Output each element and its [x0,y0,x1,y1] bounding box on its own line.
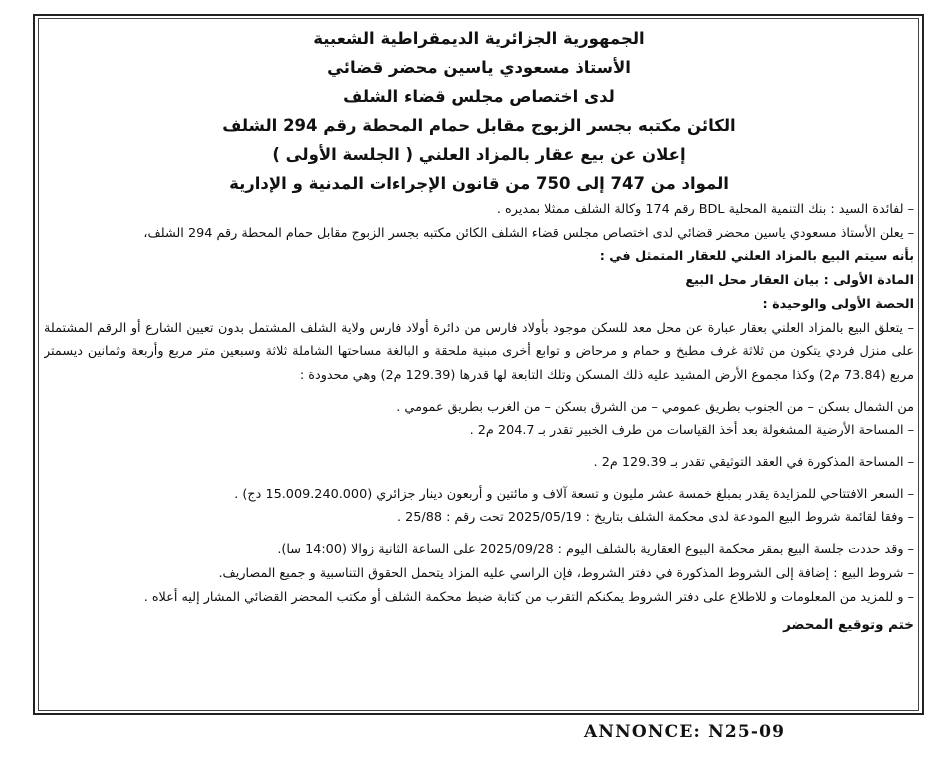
announcement-line: – يعلن الأستاذ مسعودي ياسين محضر قضائي لدى اختصاص مجلس قضاء الشلف الكائن مكتبه بجسر الزبوج مقابل حمام المحطة رقم 294 الشلف، [143,225,914,241]
sale-conditions: – شروط البيع : إضافة إلى الشروط المذكورة في دفتر الشروط، فإن الراسي عليه المزاد يتحمل الحقوق التناسبية و جميع المصاريف. [218,565,914,581]
beneficiary-line: – لفائدة السيد : بنك التنمية المحلية BDL رقم 174 وكالة الشلف ممثلا بمديره . [496,202,914,217]
header-address: الكائن مكتبه بجسر الزبوج مقابل حمام المحطة رقم 294 الشلف [222,116,736,135]
hearing-date: – وقد حددت جلسة البيع بمقر محكمة البيوع العقارية بالشلف اليوم : 2025/09/28 على الساعة الثانية زوالا (14:00 سا). [277,542,914,558]
header-articles: المواد من 747 إلى 750 من قانون الإجراءات المدنية و الإدارية [229,174,729,193]
stamp-signature: ختم وتوقيع المحضر [783,617,914,634]
conditions-list: – وفقا لقائمة شروط البيع المودعة لدى محكمة الشلف بتاريخ : 2025/05/19 تحت رقم : 25/88 . [396,510,914,526]
sale-intro: بأنه سيتم البيع بالمزاد العلني للعقار المتمثل في : [599,249,914,265]
deed-area: – المساحة المذكورة في العقد التوثيقي تقدر بـ 129.39 م2 . [593,455,914,471]
annonce-number: ANNONCE: N25-09 [584,722,786,742]
boundaries: من الشمال بسكن – من الجنوب بطريق عمومي – من الشرق بسكن – من الغرب بطريق عمومي . [396,399,914,415]
header-title: إعلان عن بيع عقار بالمزاد العلني ( الجلسة الأولى ) [272,145,686,164]
more-info: – و للمزيد من المعلومات و للاطلاع على دفتر الشروط يمكنكم التقرب من كتابة ضبط محكمة الشلف أو مكتب المحضر القضائي المشار إليه أعلاه . [143,589,914,605]
lot-title: الحصة الأولى والوحيدة : [762,296,914,312]
announcement-body [44,24,914,708]
starting-price: – السعر الافتتاحي للمزايدة يقدر بمبلغ خمسة عشر مليون و تسعة آلاف و مائتين و أربعون دينار جزائري (15.009.240.000 دج) . [234,486,914,502]
header-jurisdiction: لدى اختصاص مجلس قضاء الشلف [343,87,615,106]
measured-area: – المساحة الأرضية المشغولة بعد أخذ القياسات من طرف الخبير تقدر بـ 204.7 م2 . [469,423,914,439]
property-description: – يتعلق البيع بالمزاد العلني بعقار عبارة عن محل معد للسكن موجود بأولاد فارس من دائرة أولاد فارس ولاية الشلف المشتمل بدون تعيين الشارع أو الرقم المشتملة على منزل فردي يتكون من ثلاثة غرف مطبخ و حمام و مرحاض و توابع أخرى مبنية ملحقة و البالغة مساحتها الشاملة ثلاثة وسبعين متر مربع وأربعة وثمانين ديسمتر مربع (73.84 م2) وكذا مجموع الأرض المشيد عليه ذلك المسكن وتلك التابعة لها قدرها (129.39 م2) وهي محدودة : [44,320,914,383]
header-republic: الجمهورية الجزائرية الديمقراطية الشعبية [313,29,645,48]
header-bailiff: الأستاذ مسعودي ياسين محضر قضائي [327,58,631,77]
article-one: المادة الأولى : بيان العقار محل البيع [685,273,914,289]
